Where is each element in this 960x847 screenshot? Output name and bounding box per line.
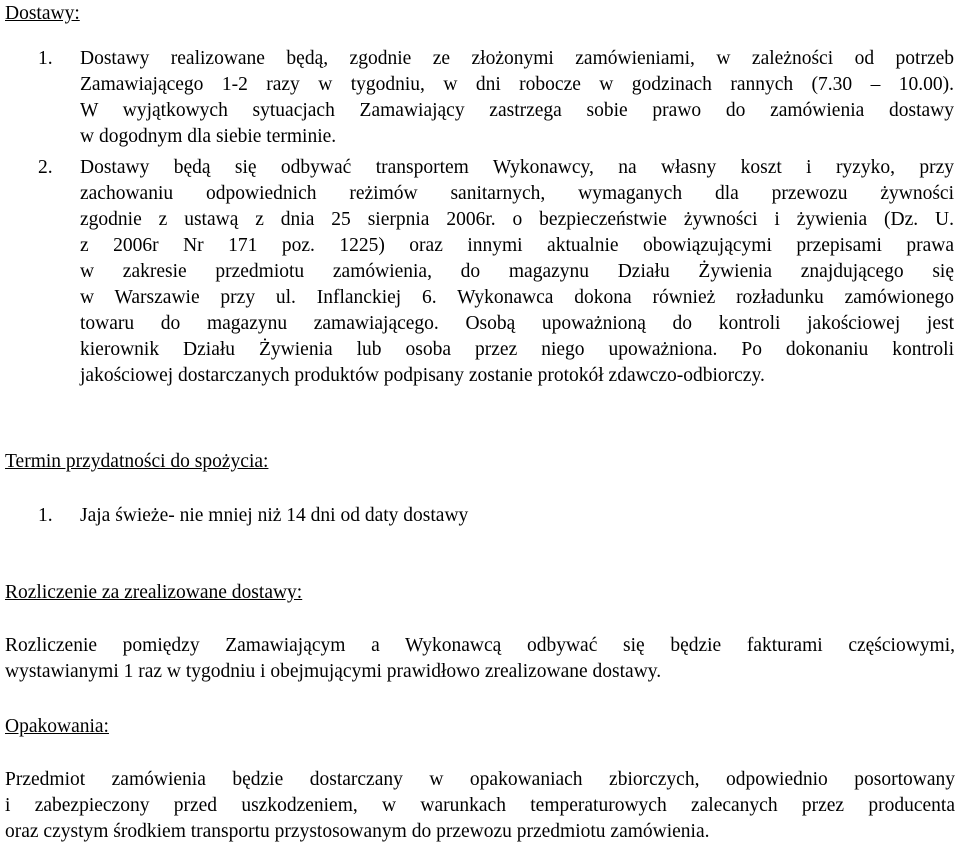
dostawy-item-2 [38,155,954,389]
item-text [80,46,954,150]
termin-item-1 [38,503,954,529]
text-line: Rozliczenie pomiędzy Zamawiającym a Wykonawcą odbywać się będzie fakturami częściowymi, [5,635,955,656]
text-line: Przedmiot zamówienia będzie dostarczany w opakowaniach zbiorczych, odpowiednio posortowany [5,769,955,790]
dostawy-item-1 [38,46,954,150]
text-line: w zakresie przedmiotu zamówienia, do magazynu Działu Żywienia znajdującego się [80,261,954,282]
text-line: Dostawy będą się odbywać transportem Wykonawcy, na własny koszt i ryzyko, przy [80,157,954,178]
text-line: zgodnie z ustawą z dnia 25 sierpnia 2006r. o bezpieczeństwie żywności i żywienia (Dz. U. [80,209,954,230]
text-line: oraz czystym środkiem transportu przystosowanym do przewozu przedmiotu zamówienia. [5,821,710,842]
opakowania-paragraph [5,767,955,845]
text-line: W wyjątkowych sytuacjach Zamawiający zastrzega sobie prawo do zamówienia dostawy [80,100,954,121]
item-text: Jaja świeże- nie mniej niż 14 dni od daty dostawy [80,505,469,526]
text-line: Dostawy realizowane będą, zgodnie ze złożonymi zamówieniami, w zależności od potrzeb [80,48,954,69]
text-line: i zabezpieczony przed uszkodzeniem, w warunkach temperaturowych zalecanych przez producenta [5,795,955,816]
item-number: 1. [38,48,53,69]
text-line: jakościowej dostarczanych produktów podpisany zostanie protokół zdawczo-odbiorczy. [80,365,765,386]
text-line: Zamawiającego 1-2 razy w tygodniu, w dni robocze w godzinach rannych (7.30 – 10.00). [80,74,954,95]
text-line: w Warszawie przy ul. Inflanckiej 6. Wykonawca dokona również rozładunku zamówionego [80,287,954,308]
text-line: zachowaniu odpowiednich reżimów sanitarnych, wymaganych dla przewozu żywności [80,183,954,204]
heading-dostawy: Dostawy: [5,3,80,24]
item-text [80,155,954,389]
text-line: z 2006r Nr 171 poz. 1225) oraz innymi aktualnie obowiązującymi przepisami prawa [80,235,954,256]
text-line: wystawianymi 1 raz w tygodniu i obejmującymi prawidłowo zrealizowane dostawy. [5,661,662,682]
text-line: w dogodnym dla siebie terminie. [80,126,337,147]
heading-termin: Termin przydatności do spożycia: [5,451,269,472]
rozliczenie-paragraph [5,633,955,685]
heading-rozliczenie: Rozliczenie za zrealizowane dostawy: [5,582,303,603]
heading-opakowania: Opakowania: [5,716,109,737]
item-number: 2. [38,157,53,178]
item-number: 1. [38,505,53,526]
text-line: towaru do magazynu zamawiającego. Osobą upoważnioną do kontroli jakościowej jest [80,313,954,334]
text-line: kierownik Działu Żywienia lub osoba przez niego upoważniona. Po dokonaniu kontroli [80,339,954,360]
